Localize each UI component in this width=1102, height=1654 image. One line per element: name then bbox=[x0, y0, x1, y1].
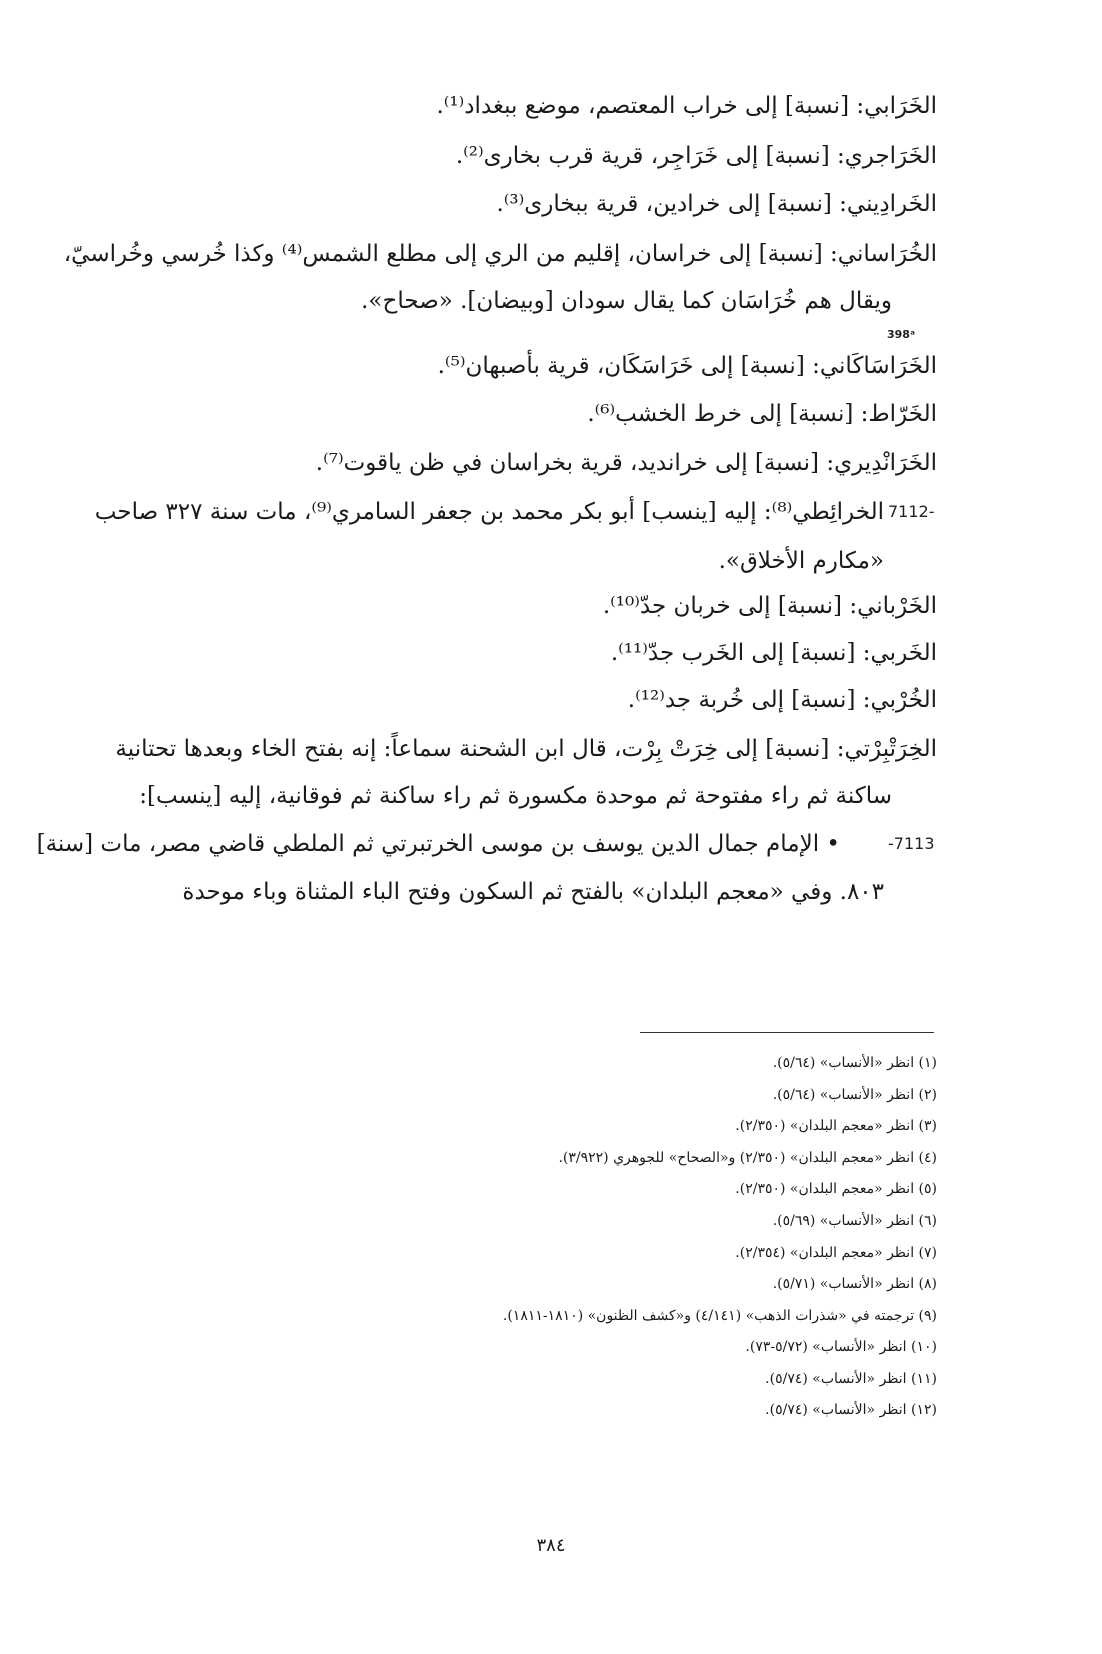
footnote: (٢) انظر «الأنساب» (٥/٦٤). bbox=[772, 1087, 937, 1103]
entry-line: الخَرَاجري: [نسبة] إلى خَرَاجِر، قرية قرب بخارى⁽²⁾. bbox=[455, 143, 937, 169]
footnote: (١١) انظر «الأنساب» (٥/٧٤). bbox=[765, 1371, 937, 1387]
entry-line: الخَرَانْدِيري: [نسبة] إلى خرانديد، قرية بخراسان في ظن ياقوت⁽⁷⁾. bbox=[315, 450, 937, 476]
footnote: (٩) ترجمته في «شذرات الذهب» (٤/١٤١) و«كشف الظنون» (١٨١٠-١٨١١). bbox=[502, 1308, 937, 1324]
entry-line-continuation: ٨٠٣. وفي «معجم البلدان» بالفتح ثم السكون وفتح الباء المثناة وباء موحدة bbox=[182, 879, 884, 905]
entry-line-continuation: «مكارم الأخلاق». bbox=[718, 548, 884, 574]
footnote: (٥) انظر «معجم البلدان» (٢/٣٥٠). bbox=[735, 1181, 937, 1197]
entry-line: الخُرَاساني: [نسبة] إلى خراسان، إقليم من الري إلى مطلع الشمس⁽⁴⁾ وكذا خُرسي وخُراسيّ، bbox=[63, 241, 937, 267]
footnote: (٣) انظر «معجم البلدان» (٢/٣٥٠). bbox=[735, 1118, 937, 1134]
footnote: (٦) انظر «الأنساب» (٥/٦٩). bbox=[772, 1213, 937, 1229]
footnote: (١) انظر «الأنساب» (٥/٦٤). bbox=[772, 1055, 937, 1071]
footnote: (٤) انظر «معجم البلدان» (٢/٣٥٠) و«الصحاح» للجوهري (٣/٩٢٢). bbox=[558, 1150, 937, 1166]
entry-line: الخِرَتْبِرْتي: [نسبة] إلى خِرَتْ بِرْت، قال ابن الشحنة سماعاً: إنه بفتح الخاء وبعدها تحتانية bbox=[115, 736, 937, 762]
footnote: (٨) انظر «الأنساب» (٥/٧١). bbox=[772, 1276, 937, 1292]
entry-line: الخَرادِيني: [نسبة] إلى خرادين، قرية ببخارى⁽³⁾. bbox=[496, 191, 937, 217]
footnote: (١٠) انظر «الأنساب» (٥/٧٢-٧٣). bbox=[745, 1339, 937, 1355]
entry-line: الخَرَاسَاكَاني: [نسبة] إلى خَرَاسَكَان، قرية بأصبهان⁽⁵⁾. bbox=[437, 353, 937, 379]
entry-line: الخَرَابي: [نسبة] إلى خراب المعتصم، موضع ببغداد⁽¹⁾. bbox=[436, 93, 937, 119]
entry-line: الخرائِطي⁽⁸⁾: إليه [ينسب] أبو بكر محمد بن جعفر السامري⁽⁹⁾، مات سنة ٣٢٧ صاحب bbox=[94, 499, 884, 525]
page-number: ٣٨٤ bbox=[536, 1535, 566, 1556]
manuscript-folio-marker: 398ᵃ bbox=[887, 328, 915, 341]
entry-line-continuation: ويقال هم خُرَاسَان كما يقال سودان [وبيضان]. «صحاح». bbox=[361, 288, 892, 314]
entry-line: الخَرّاط: [نسبة] إلى خرط الخشب⁽⁶⁾. bbox=[587, 401, 937, 427]
entry-line: • الإمام جمال الدين يوسف بن موسى الخرتبرتي ثم الملطي قاضي مصر، مات [سنة] bbox=[36, 831, 840, 857]
entry-line: الخَرْباني: [نسبة] إلى خربان جدّ⁽¹⁰⁾. bbox=[602, 593, 937, 619]
entry-number: 7112- bbox=[888, 502, 935, 521]
entry-line: الخَربي: [نسبة] إلى الخَرب جدّ⁽¹¹⁾. bbox=[610, 640, 937, 666]
entry-number: -7113 bbox=[888, 834, 935, 853]
entry-line-continuation: ساكنة ثم راء مفتوحة ثم موحدة مكسورة ثم راء ساكنة ثم فوقانية، إليه [ينسب]: bbox=[139, 783, 892, 809]
footnote: (١٢) انظر «الأنساب» (٥/٧٤). bbox=[765, 1402, 937, 1418]
footnote-separator bbox=[640, 1032, 934, 1033]
footnote: (٧) انظر «معجم البلدان» (٢/٣٥٤). bbox=[735, 1245, 937, 1261]
entry-line: الخُرْبي: [نسبة] إلى خُربة جد⁽¹²⁾. bbox=[627, 687, 937, 713]
